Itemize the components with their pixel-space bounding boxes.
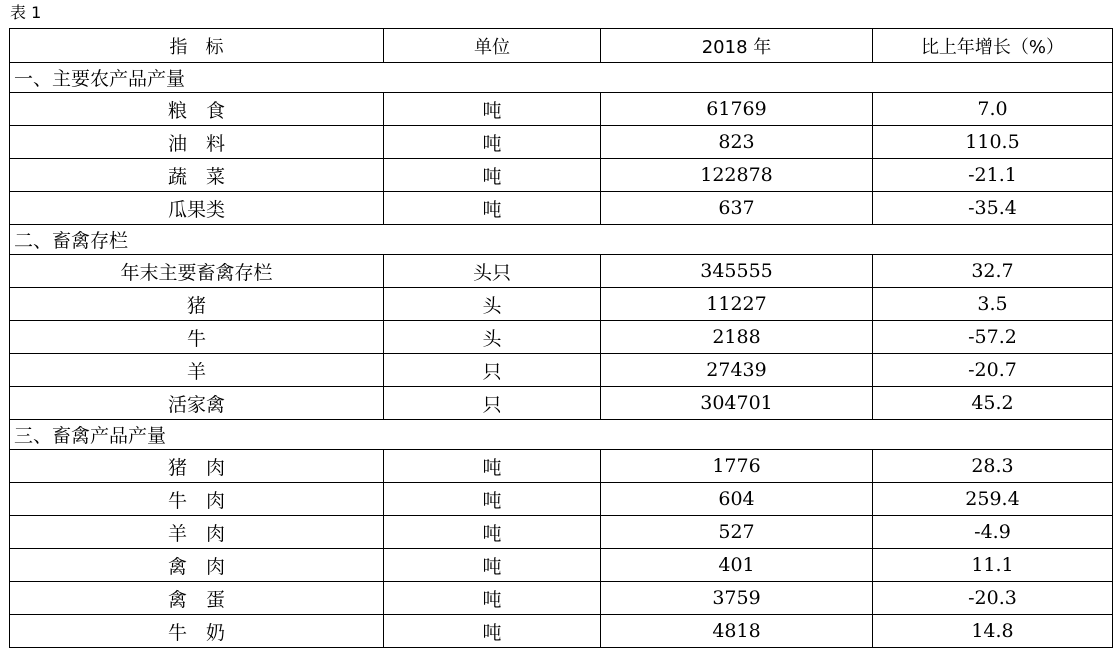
cell-value: 4818 (601, 615, 873, 648)
cell-item: 活家禽 (10, 387, 384, 420)
cell-unit: 头 (384, 321, 601, 354)
cell-change: -35.4 (873, 192, 1113, 225)
cell-value: 3759 (601, 582, 873, 615)
header-value: 2018 年 (601, 29, 873, 63)
cell-value: 304701 (601, 387, 873, 420)
cell-change: 259.4 (873, 483, 1113, 516)
cell-value: 401 (601, 549, 873, 582)
table-row (10, 582, 1113, 615)
table-row (10, 483, 1113, 516)
cell-value: 637 (601, 192, 873, 225)
header-item: 指 标 (10, 29, 384, 63)
section-row (10, 420, 1113, 450)
cell-item: 牛 肉 (10, 483, 384, 516)
cell-item: 粮 食 (10, 93, 384, 126)
table-row (10, 192, 1113, 225)
cell-item: 羊 肉 (10, 516, 384, 549)
cell-item: 猪 (10, 288, 384, 321)
table-row (10, 126, 1113, 159)
cell-value: 27439 (601, 354, 873, 387)
section-title: 一、主要农产品产量 (10, 63, 1113, 93)
cell-value: 2188 (601, 321, 873, 354)
cell-unit: 吨 (384, 93, 601, 126)
cell-unit: 吨 (384, 126, 601, 159)
statistics-table (9, 28, 1113, 648)
section-row (10, 63, 1113, 93)
table-row (10, 450, 1113, 483)
cell-unit: 吨 (384, 549, 601, 582)
cell-change: 28.3 (873, 450, 1113, 483)
cell-change: 32.7 (873, 255, 1113, 288)
cell-value: 1776 (601, 450, 873, 483)
table-caption: 表 1 (10, 3, 42, 22)
section-title: 二、畜禽存栏 (10, 225, 1113, 255)
cell-unit: 吨 (384, 615, 601, 648)
cell-item: 羊 (10, 354, 384, 387)
cell-unit: 只 (384, 387, 601, 420)
table-row (10, 321, 1113, 354)
table-body (10, 63, 1113, 648)
cell-unit: 吨 (384, 582, 601, 615)
table-row (10, 255, 1113, 288)
cell-item: 禽 肉 (10, 549, 384, 582)
table-row (10, 615, 1113, 648)
cell-change: -4.9 (873, 516, 1113, 549)
cell-change: 110.5 (873, 126, 1113, 159)
cell-change: 14.8 (873, 615, 1113, 648)
cell-change: -21.1 (873, 159, 1113, 192)
table-row (10, 354, 1113, 387)
cell-item: 年末主要畜禽存栏 (10, 255, 384, 288)
cell-item: 瓜果类 (10, 192, 384, 225)
cell-item: 牛 (10, 321, 384, 354)
cell-unit: 头 (384, 288, 601, 321)
header-unit: 单位 (384, 29, 601, 63)
cell-change: -20.3 (873, 582, 1113, 615)
cell-item: 禽 蛋 (10, 582, 384, 615)
cell-value: 823 (601, 126, 873, 159)
cell-item: 蔬 菜 (10, 159, 384, 192)
table-row (10, 93, 1113, 126)
cell-unit: 只 (384, 354, 601, 387)
table-row (10, 288, 1113, 321)
cell-item: 牛 奶 (10, 615, 384, 648)
cell-unit: 头只 (384, 255, 601, 288)
section-row (10, 225, 1113, 255)
cell-unit: 吨 (384, 192, 601, 225)
cell-unit: 吨 (384, 483, 601, 516)
header-row (10, 29, 1113, 63)
cell-value: 61769 (601, 93, 873, 126)
header-change: 比上年增长（%） (873, 29, 1113, 63)
cell-change: 7.0 (873, 93, 1113, 126)
cell-change: -20.7 (873, 354, 1113, 387)
cell-item: 油 料 (10, 126, 384, 159)
table-row (10, 516, 1113, 549)
cell-value: 527 (601, 516, 873, 549)
section-title: 三、畜禽产品产量 (10, 420, 1113, 450)
cell-unit: 吨 (384, 159, 601, 192)
cell-value: 604 (601, 483, 873, 516)
table-row (10, 159, 1113, 192)
cell-item: 猪 肉 (10, 450, 384, 483)
cell-unit: 吨 (384, 450, 601, 483)
cell-value: 122878 (601, 159, 873, 192)
table-row (10, 387, 1113, 420)
cell-change: -57.2 (873, 321, 1113, 354)
cell-unit: 吨 (384, 516, 601, 549)
table-row (10, 549, 1113, 582)
cell-change: 3.5 (873, 288, 1113, 321)
cell-change: 11.1 (873, 549, 1113, 582)
cell-value: 345555 (601, 255, 873, 288)
cell-value: 11227 (601, 288, 873, 321)
cell-change: 45.2 (873, 387, 1113, 420)
